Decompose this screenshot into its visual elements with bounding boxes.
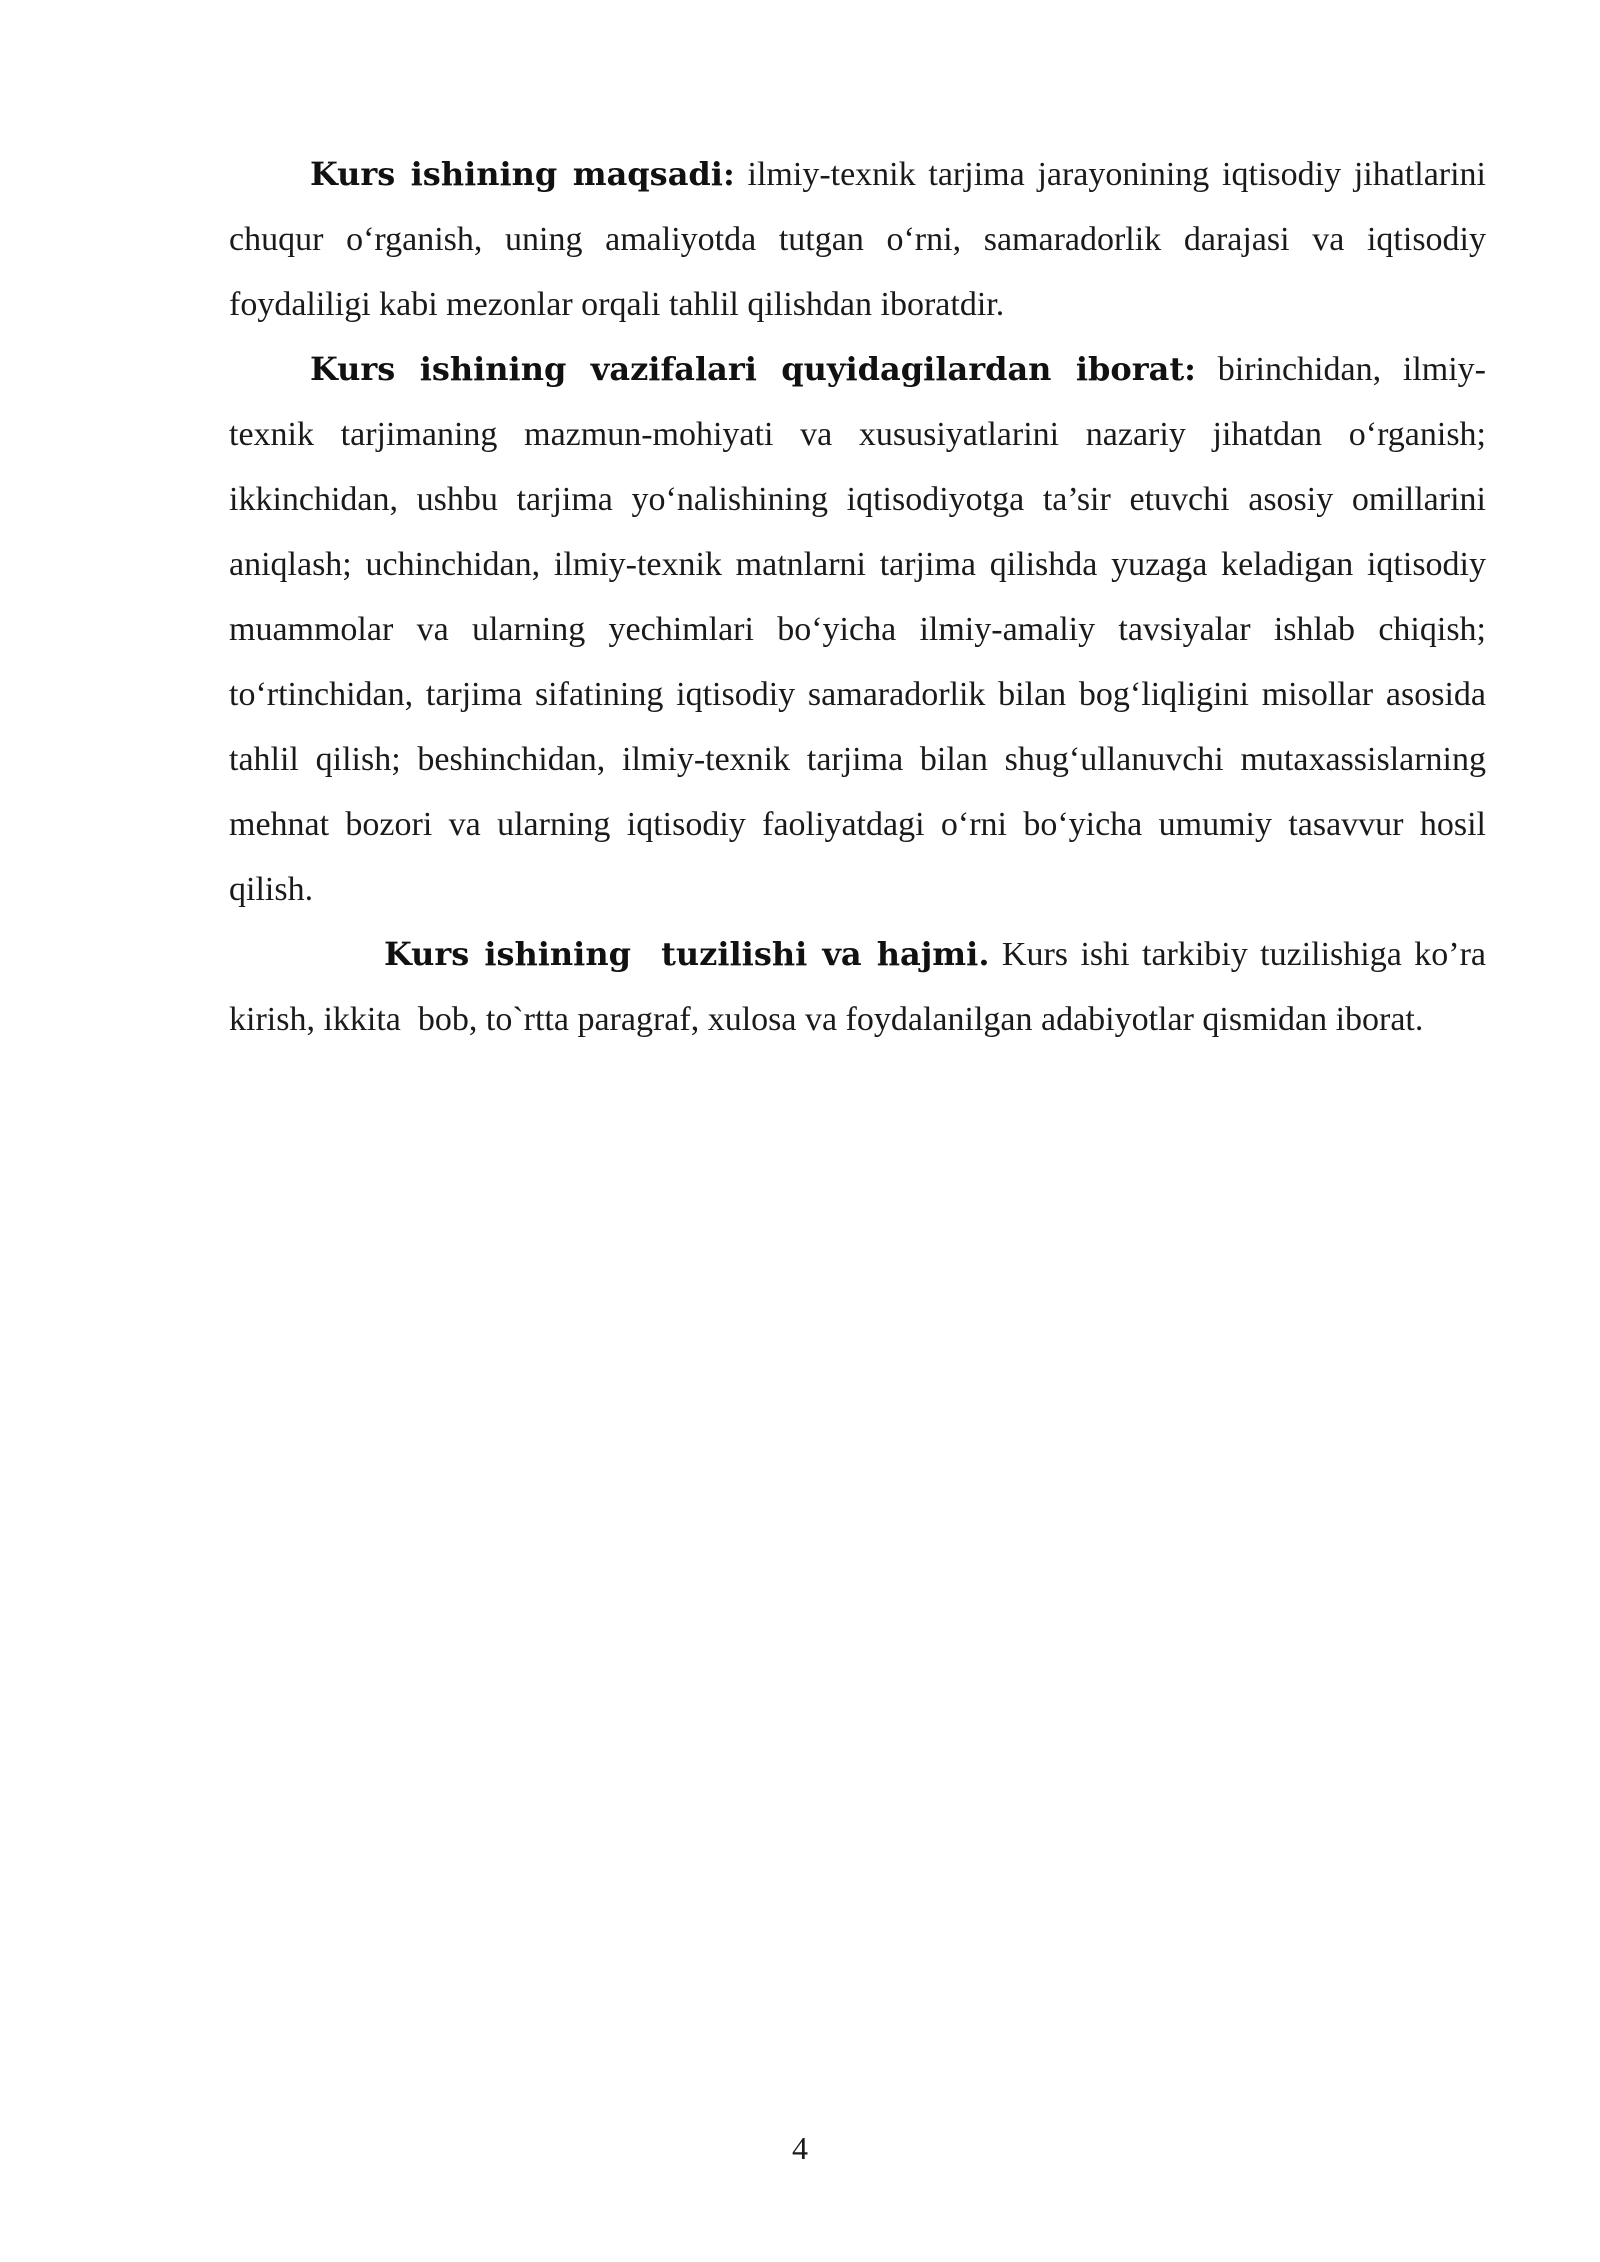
page-number: 4	[792, 2130, 808, 2166]
paragraph-goal	[229, 142, 1486, 337]
paragraph-structure	[229, 922, 1495, 1052]
paragraph-structure-text: Kurs ishi tarkibiy tuzilishiga ko’ra kirish, ikkita bob, to`rtta paragraf, xulosa va foydalanilgan adabiyotlar qismidan iborat.	[229, 936, 1495, 1038]
paragraph-goal-heading: Kurs ishining maqsadi:	[310, 155, 735, 193]
paragraph-structure-heading: Kurs ishining tuzilishi va hajmi.	[384, 935, 990, 973]
paragraph-tasks-heading: Kurs ishining vazifalari quyidagilardan iborat:	[310, 350, 1196, 388]
paragraph-tasks	[229, 337, 1486, 922]
paragraph-tasks-text: birinchidan, ilmiy-texnik tarjimaning mazmun-mohiyati va xususiyatlarini nazariy jihatdan o‘rganish; ikkinchidan, ushbu tarjima yo‘nalishining iqtisodiyotga ta’sir etuvchi asosiy omillarini aniqlash; uchinchidan, ilmiy-texnik matnlarni tarjima qilishda yuzaga keladigan iqtisodiy muammolar va ularning yechimlari bo‘yicha ilmiy-amaliy tavsiyalar ishlab chiqish; to‘rtinchidan, tarjima sifatining iqtisodiy samaradorlik bilan bog‘liqligini misollar asosida tahlil qilish; beshinchidan, ilmiy-texnik tarjima bilan shug‘ullanuvchi mutaxassislarning mehnat bozori va ularning iqtisodiy faoliyatdagi o‘rni bo‘yicha umumiy tasavvur hosil qilish.	[229, 351, 1487, 908]
paragraph-goal-text: ilmiy-texnik tarjima jarayonining iqtisodiy jihatlarini chuqur o‘rganish, uning amaliyotda tutgan o‘rni, samaradorlik darajasi va iqtisodiy foydaliligi kabi mezonlar orqali tahlil qilishdan iboratdir.	[229, 156, 1487, 323]
page-body	[229, 142, 1495, 1052]
